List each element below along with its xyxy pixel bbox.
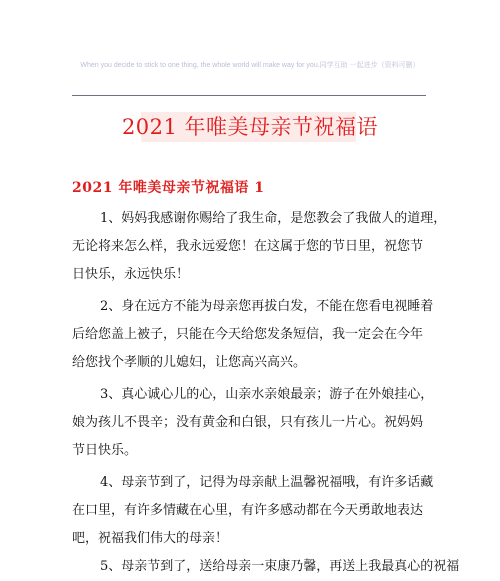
paragraph-line: 给您找个孝顺的儿媳妇，让您高兴高兴。 — [72, 355, 307, 370]
paragraph-line: 后给您盖上被子，只能在今天给您发条短信，我一定会在今年 — [72, 327, 424, 342]
paragraph-line: 日快乐，永远快乐！ — [72, 267, 190, 282]
paragraph-3 — [72, 381, 434, 465]
header-tagline: When you decide to stick to one thing, the whole world will make way for you.同学互助 一起进步（资料可删） — [80, 62, 420, 69]
section-heading: 2021 年唯美母亲节祝福语 1 — [72, 180, 265, 196]
paragraph-line: 节日快乐。 — [72, 443, 138, 458]
paragraph-4 — [72, 469, 434, 553]
paragraph-line: 4、母亲节到了，记得为母亲献上温馨祝福哦，有许多话藏 — [100, 475, 434, 490]
paragraph-line: 无论将来怎么样，我永远爱您！在这属于您的节日里，祝您节 — [72, 239, 424, 254]
paragraph-line: 3、真心诚心儿的心，山亲水亲娘最亲；游子在外娘挂心， — [100, 387, 434, 402]
paragraph-line: 1、妈妈我感谢你赐给了我生命，是您教会了我做人的道理， — [100, 211, 447, 226]
paragraph-2 — [72, 293, 434, 377]
header-divider — [72, 95, 426, 96]
paragraph-5 — [72, 553, 460, 581]
document-title: 2021 年唯美母亲节祝福语 — [121, 115, 379, 139]
paragraph-line: 娘为孩儿不畏辛；没有黄金和白银，只有孩儿一片心。祝妈妈 — [72, 415, 424, 430]
paragraph-line: 在口里，有许多情藏在心里，有许多感动都在今天勇敢地表达 — [72, 503, 424, 518]
paragraph-line: 吧，祝福我们伟大的母亲！ — [72, 531, 229, 546]
paragraph-1 — [72, 205, 447, 289]
paragraph-line: 5、母亲节到了，送给母亲一束康乃馨，再送上我最真心的祝福 — [100, 559, 460, 574]
paragraph-line: 2、身在远方不能为母亲您再拔白发，不能在您看电视睡着 — [100, 299, 434, 314]
